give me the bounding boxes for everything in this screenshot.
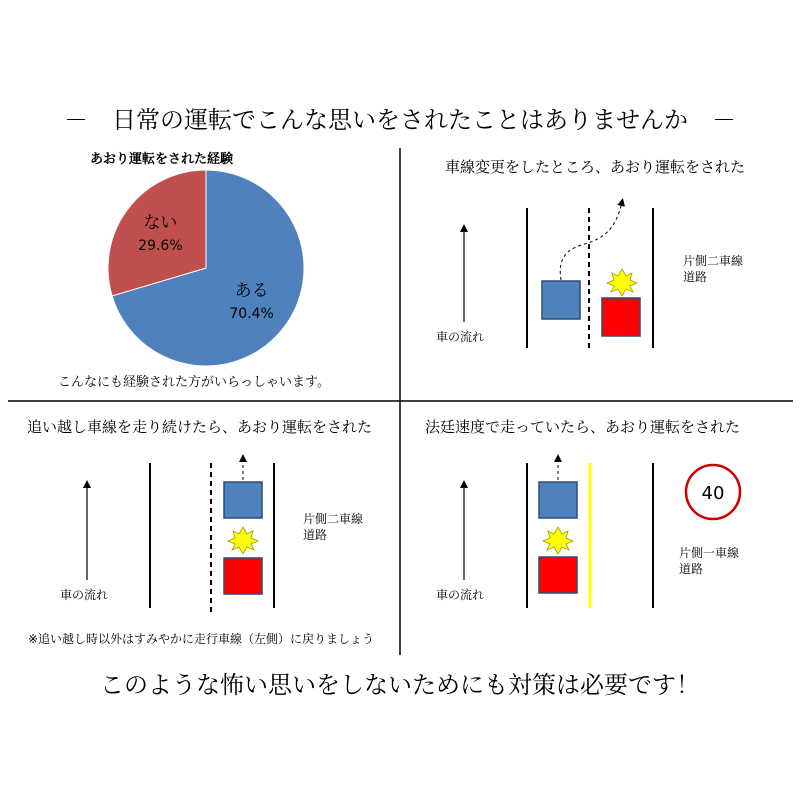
pie-value-label: 70.4% (229, 306, 274, 322)
road-label: 道路 (679, 562, 704, 576)
passing-lane-diagram (87, 458, 274, 612)
own-car (224, 482, 262, 518)
own-car (539, 482, 577, 518)
flow-label: 車の流れ (436, 588, 485, 602)
legal-speed-diagram (464, 458, 740, 608)
road-label: 道路 (683, 270, 708, 284)
impact-burst (543, 527, 573, 554)
road-label: 道路 (303, 528, 328, 542)
pie-category-label: ある (234, 281, 269, 301)
passing-lane-title: 追い越し車線を走り続けたら、あおり運転をされた (27, 418, 373, 436)
pie-category-label: ない (143, 213, 178, 233)
road-type-label: 片側二車線 (303, 512, 364, 526)
pie-title: あおり運転をされた経験 (90, 152, 234, 167)
tailgating-car (602, 298, 640, 336)
impact-burst (228, 527, 258, 554)
tailgating-car (224, 558, 262, 594)
lane-change-path (560, 202, 622, 280)
road-type-label: 片側二車線 (683, 254, 744, 268)
own-car (542, 281, 580, 319)
pie-value-label: 29.6% (138, 238, 183, 254)
passing-lane-note: ※追い越し時以外はすみやかに走行車線（左側）に戻りましょう (28, 632, 375, 646)
legal-speed-title: 法廷速度で走っていたら、あおり運転をされた (425, 418, 741, 436)
page-title: － 日常の運転でこんな思いをされたことはありませんか － (64, 106, 736, 134)
lane-change-diagram (464, 202, 653, 352)
lane-change-title: 車線変更をしたところ、あおり運転をされた (445, 158, 746, 176)
impact-burst (607, 269, 637, 296)
road-type-label: 片側一車線 (679, 546, 740, 560)
flow-label: 車の流れ (60, 588, 109, 602)
pie-caption: こんなにも経験された方がいらっしゃいます。 (58, 375, 330, 390)
pie-chart (108, 170, 304, 366)
speed-limit-value: 40 (701, 483, 725, 504)
tailgating-car (539, 557, 577, 593)
flow-label: 車の流れ (436, 330, 485, 344)
footer-message: このような怖い思いをしないためにも対策は必要です！ (100, 671, 700, 699)
